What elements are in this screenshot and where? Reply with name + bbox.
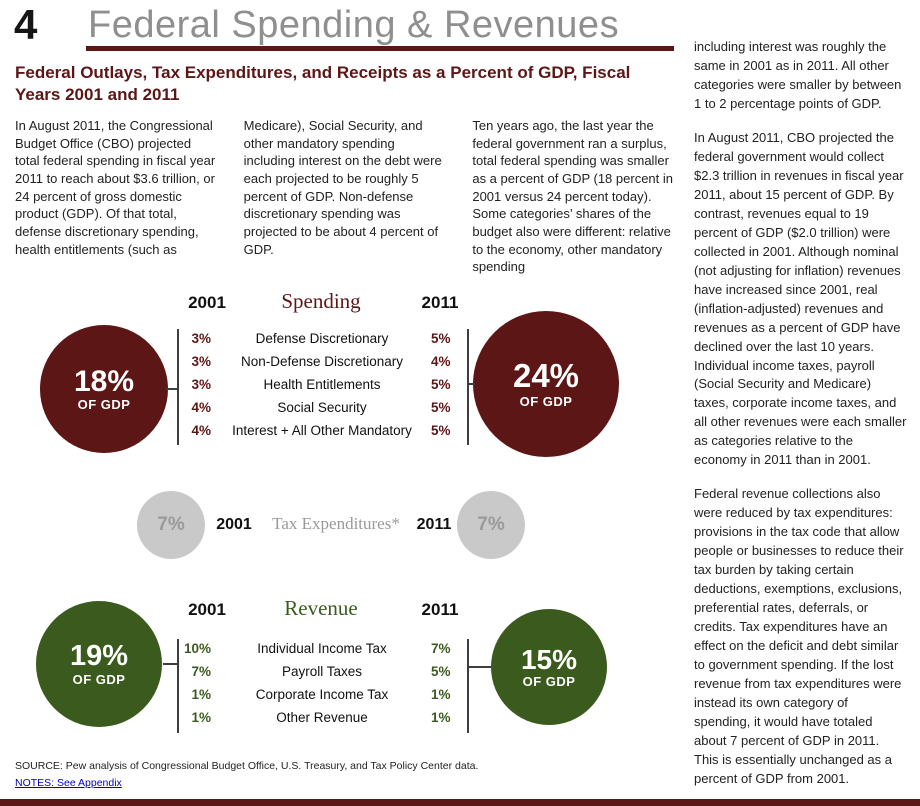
- spending-row-label: Defense Discretionary: [255, 331, 389, 346]
- spending-row: [15, 331, 675, 351]
- spending-value-2001: 3%: [191, 331, 211, 346]
- revenue-row: [15, 664, 675, 684]
- tax-expenditures-year-2001: 2001: [216, 516, 252, 533]
- revenue-2011-total: 15%: [520, 643, 578, 675]
- spending-row-label: Health Entitlements: [263, 377, 381, 392]
- revenue-2001-total: 19%: [69, 640, 129, 673]
- revenue-value-2001: 7%: [191, 664, 211, 679]
- spending-row: [15, 354, 675, 374]
- revenue-section-label: Revenue: [284, 596, 358, 620]
- page-title: Federal Spending & Revenues: [88, 4, 620, 46]
- revenue-value-2001: 1%: [191, 710, 211, 725]
- tax-expenditures-2011-circle: [457, 491, 525, 559]
- revenue-value-2001: 1%: [191, 687, 211, 702]
- spending-value-2001: 4%: [191, 400, 211, 415]
- bottom-rule: [0, 799, 920, 806]
- chapter-number: 4: [14, 1, 38, 48]
- spending-year-2011: 2011: [421, 293, 459, 312]
- spending-value-2001: 3%: [191, 377, 211, 392]
- revenue-value-2011: 1%: [431, 687, 451, 702]
- spending-row: [15, 377, 675, 397]
- revenue-row: [15, 687, 675, 707]
- spending-2011-total: 24%: [512, 357, 580, 395]
- spending-value-2011: 5%: [431, 377, 451, 392]
- sidebar-paragraph-1: including interest was roughly the same in 2001 as in 2011. All other categories were smaller by between 1 to 2 percentage points of GDP.: [694, 39, 902, 111]
- revenue-year-2011: 2011: [421, 600, 459, 619]
- title-rule: [86, 46, 674, 51]
- spending-year-2001: 2001: [188, 293, 226, 312]
- sidebar-text: [694, 38, 907, 789]
- spending-row: [15, 423, 675, 443]
- tax-expenditures-year-2011: 2011: [416, 516, 452, 533]
- spending-row: [15, 400, 675, 420]
- intro-column-3: Ten years ago, the last year the federal government ran a surplus, total federal spending was smaller as a percent of GDP (18 percent in 2001 versus 24 percent today). Some categories’ shares of the budget also were different: relative to the economy, other mandatory spending: [472, 118, 673, 275]
- revenue-value-2011: 5%: [431, 664, 451, 679]
- sidebar-paragraph-2: In August 2011, CBO projected the federal government would collect $2.3 trillion in revenues in fiscal year 2011, about 15 percent of GDP. By contrast, revenues equal to 19 percent of GDP ($2.0 trillion) were collected in 2001. Although nominal (not adjusting for inflation) revenues have increased since 2001, real (inflation-adjusted) revenues and revenues as a percent of GDP have declined over the last 10 years. Individual income taxes, payroll (Social Security and Medicare) taxes, corporate income taxes, and all other revenues were each smaller as categories relative to the economy in 2011 than in 2001.: [694, 129, 907, 468]
- tax-expenditures-2001-circle: [137, 491, 205, 559]
- source-note: SOURCE: Pew analysis of Congressional Budget Office, U.S. Treasury, and Tax Policy Center data.: [15, 760, 479, 772]
- spending-row-label: Social Security: [277, 400, 367, 415]
- revenue-value-2001: 10%: [183, 641, 211, 656]
- spending-value-2011: 5%: [431, 423, 451, 438]
- notes-appendix-link[interactable]: NOTES: See Appendix: [15, 777, 122, 789]
- spending-value-2001: 4%: [191, 423, 211, 438]
- revenue-row-label: Individual Income Tax: [257, 641, 387, 656]
- revenue-row: [15, 641, 675, 661]
- intro-column-1: In August 2011, the Congressional Budget Office (CBO) projected total federal spending in fiscal year 2011 to reach about $3.6 trillion, or 24 percent of gross domestic product (GDP). Of that total, defense discretionary spending, health entitlements (such as: [15, 118, 216, 257]
- spending-value-2011: 5%: [431, 331, 451, 346]
- revenue-row-label: Other Revenue: [276, 710, 368, 725]
- revenue-row-label: Corporate Income Tax: [255, 687, 389, 702]
- spending-2001-total: 18%: [73, 364, 135, 398]
- spending-section-label: Spending: [281, 289, 361, 313]
- revenue-row: [15, 710, 675, 730]
- subtitle: Federal Outlays, Tax Expenditures, and Receipts as a Percent of GDP, Fiscal Years 2001 and 2011: [15, 63, 631, 105]
- spending-value-2011: 4%: [431, 354, 451, 369]
- spending-value-2011: 5%: [431, 400, 451, 415]
- intro-text: [15, 117, 673, 276]
- spending-row-label: Interest + All Other Mandatory: [232, 423, 412, 438]
- intro-column-2: Medicare), Social Security, and other mandatory spending including interest on the debt were each projected to be roughly 5 percent of GDP. Non-defense discretionary spending was projected to be about 4 percent of GDP.: [243, 118, 442, 257]
- tax-expenditures-label: Tax Expenditures*: [272, 514, 400, 533]
- spending-revenue-chart: [15, 285, 675, 747]
- revenue-2011-caption: OF GDP: [522, 674, 576, 690]
- sidebar-paragraph-3: Federal revenue collections also were reduced by tax expenditures: provisions in the tax code that allow people or businesses to reduce their tax burden by taking certain deductions, exemptions, exclusions, preferential rates, deferrals, or credits. Tax expenditures have an effect on the deficit and debt similar to government spending. If the lost revenue from tax expenditures were instead its own category of spending, it would have totaled about 7 percent of GDP in 2011. This is essentially unchanged as a percent of GDP from 2001.: [694, 486, 904, 786]
- revenue-year-2001: 2001: [188, 600, 226, 619]
- spending-2001-caption: OF GDP: [77, 397, 131, 413]
- revenue-value-2011: 1%: [431, 710, 451, 725]
- spending-2011-caption: OF GDP: [519, 393, 573, 409]
- tax-expenditures-2001-value: 7%: [157, 514, 185, 535]
- spending-row-label: Non-Defense Discretionary: [240, 354, 404, 369]
- spending-value-2001: 3%: [191, 354, 211, 369]
- revenue-value-2011: 7%: [431, 641, 451, 656]
- revenue-2001-caption: OF GDP: [72, 671, 126, 687]
- tax-expenditures-2011-value: 7%: [477, 514, 505, 535]
- revenue-row-label: Payroll Taxes: [281, 664, 363, 679]
